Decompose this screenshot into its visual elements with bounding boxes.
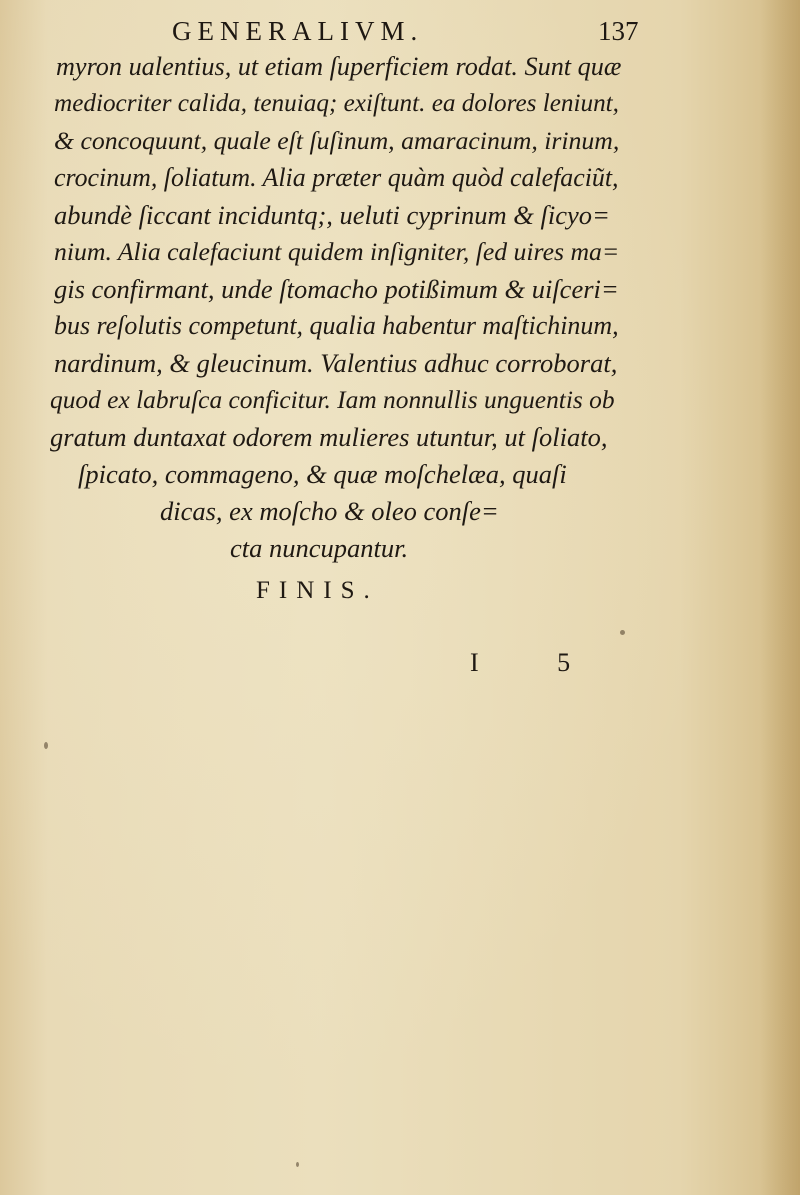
signature-mark: I 5	[470, 648, 607, 677]
text-line: ſpicato, commageno, & quæ moſchelæa, quaſi	[78, 459, 567, 489]
text-line: quod ex labruſca conficitur. Iam nonnullis unguentis ob	[50, 386, 615, 414]
text-line: myron ualentius, ut etiam ſuperficiem rodat. Sunt quæ	[56, 52, 622, 81]
finis-label: FINIS.	[256, 577, 379, 604]
page-number: 137	[598, 16, 639, 46]
text-line: crocinum, ſoliatum. Alia præter quàm quòd calefaciũt,	[54, 163, 619, 192]
text-line: nardinum, & gleucinum. Valentius adhuc corroborat,	[54, 348, 618, 378]
text-line: abundè ſiccant inciduntq;, ueluti cyprinum & ſicyo=	[54, 200, 610, 230]
paper-speck	[620, 630, 625, 635]
paper-speck	[44, 742, 48, 749]
text-line: gis confirmant, unde ſtomacho potißimum & uiſceri=	[54, 274, 619, 304]
text-line: bus reſolutis competunt, qualia habentur maſtichinum,	[54, 311, 619, 340]
text-line: cta nuncupantur.	[230, 533, 409, 563]
text-line: dicas, ex moſcho & oleo conſe=	[160, 496, 499, 526]
page-header	[0, 16, 800, 52]
running-head: GENERALIVM.	[172, 16, 424, 46]
text-line: gratum duntaxat odorem mulieres utuntur, ut ſoliato,	[50, 422, 608, 452]
text-line: mediocriter calida, tenuiaq; exiſtunt. ea dolores leniunt,	[54, 90, 619, 117]
text-line: & concoquunt, quale eſt ſuſinum, amaracinum, irinum,	[54, 126, 620, 155]
text-line: nium. Alia calefaciunt quidem inſigniter, ſed uires ma=	[54, 237, 620, 266]
paper-speck	[296, 1162, 299, 1167]
